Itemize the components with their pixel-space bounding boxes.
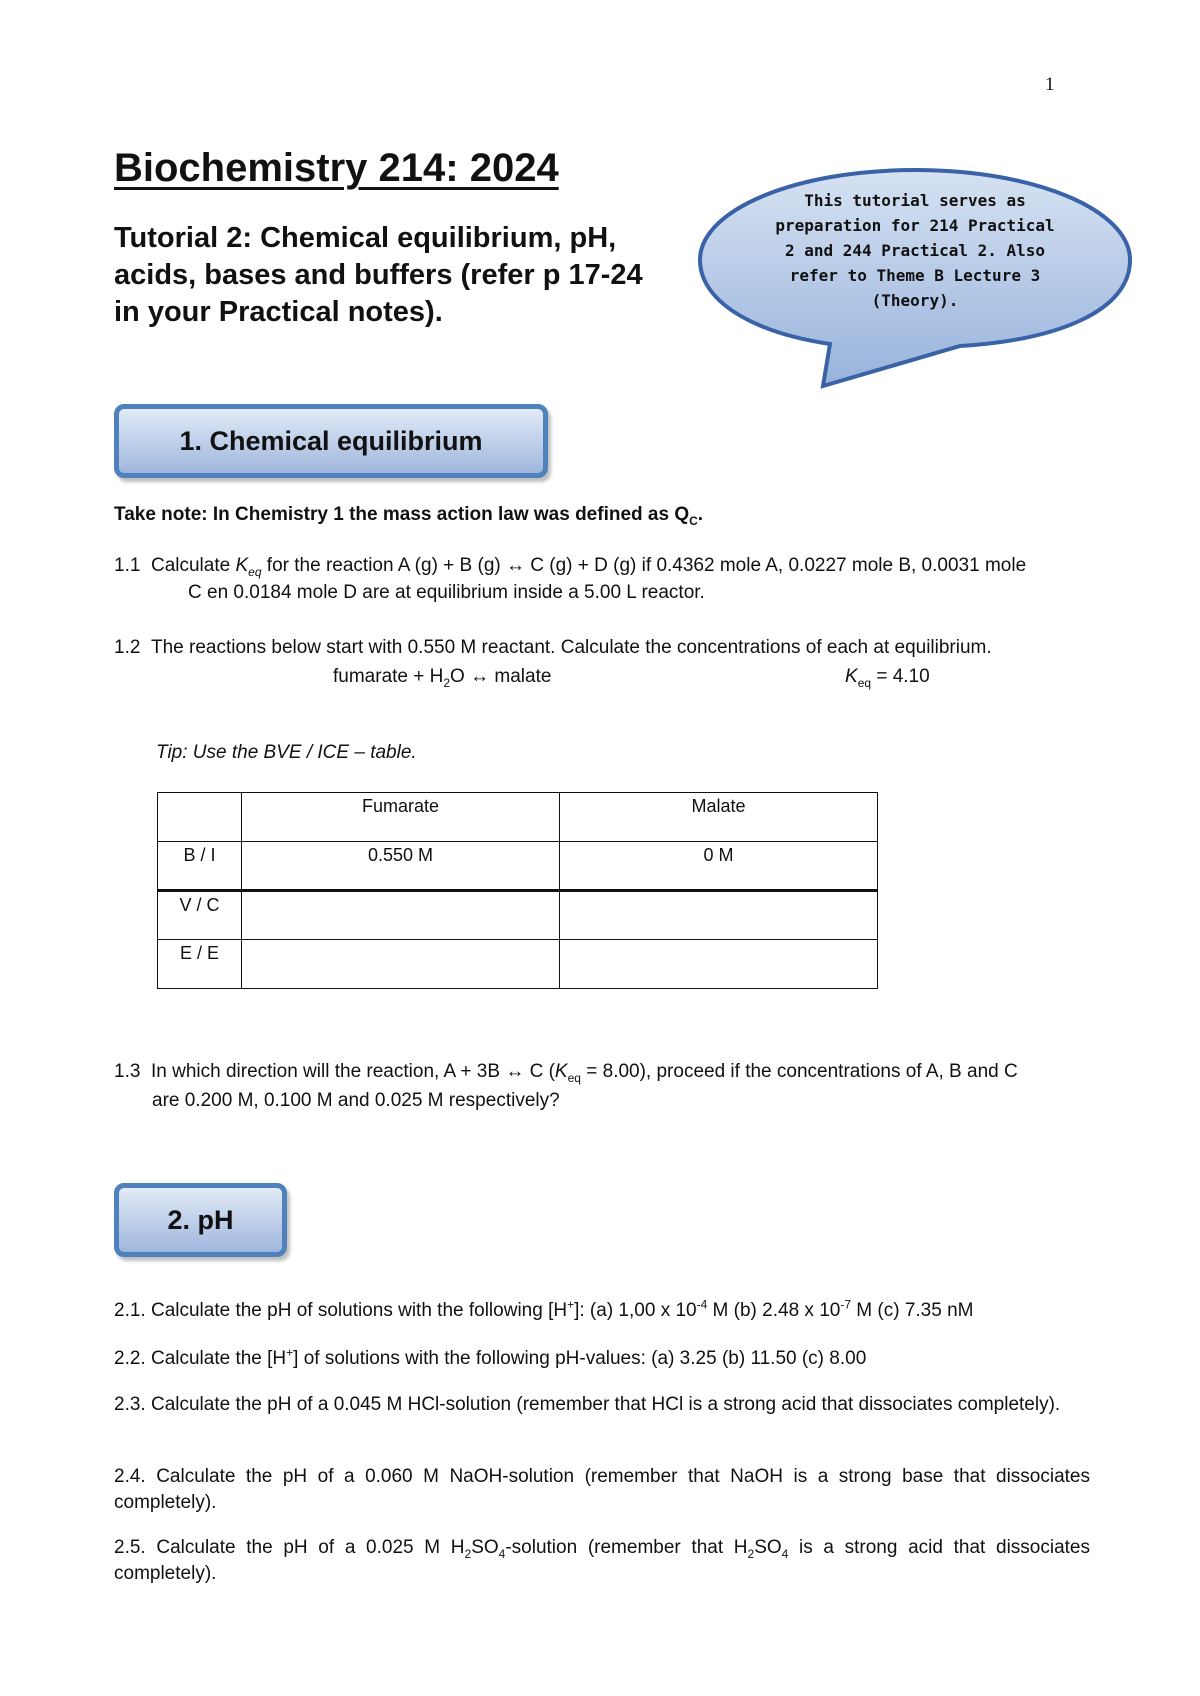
table-header-fumarate: Fumarate: [242, 793, 560, 842]
take-note: Take note: In Chemistry 1 the mass action law was defined as $Q_C$.: [114, 504, 704, 528]
question-2-5: 2.5. Calculate the pH of a 0.025 M $H_2SO_4$-solution (remember that $H_2SO_4$ is a strong acid that dissociates completely).: [114, 1537, 1091, 1584]
question-1-3: 1.3 In which direction will the reaction, A + 3B ↔ C $(K_{eq} = 8.00)$, proceed if the concentrations of A, B and C: [114, 1061, 1018, 1085]
table-row: [158, 842, 878, 891]
table-header-row: [158, 793, 878, 842]
page-number: 1: [1045, 74, 1055, 95]
callout-line: (Theory).: [871, 291, 959, 310]
question-1-1-line2: C en 0.0184 mole D are at equilibrium inside a 5.00 L reactor.: [188, 582, 705, 603]
keq-value: $K_{eq} = 4.10$: [845, 666, 930, 690]
question-2-3: 2.3. Calculate the pH of a 0.045 M HCl-solution (remember that HCl is a strong acid that dissociates completely).: [114, 1394, 1061, 1415]
question-1-1: 1.1 Calculate $K_{eq}$ for the reaction A (g) + B (g) ↔ C (g) + D (g) if 0.4362 mole A, 0.0227 mole B, 0.0031 mole: [114, 555, 1027, 579]
table-cell: [242, 891, 560, 940]
question-1-2: 1.2 The reactions below start with 0.550 M reactant. Calculate the concentrations of each at equilibrium.: [114, 637, 992, 658]
table-cell: 0.550 M: [242, 842, 560, 891]
section-heading-chemical-equilibrium: 1. Chemical equilibrium: [114, 404, 548, 478]
tutorial-subtitle: Tutorial 2: Chemical equilibrium, pH, acids, bases and buffers (refer p 17-24 in your Practical notes).: [114, 222, 643, 328]
callout-text: [770, 188, 1060, 313]
table-cell: [560, 891, 878, 940]
table-cell: 0 M: [560, 842, 878, 891]
tip-text: Tip: Use the BVE / ICE – table.: [156, 742, 417, 763]
question-2-2: 2.2. Calculate the [H+] of solutions with the following pH-values: (a) 3.25 (b) 11.50 (c) 8.00: [114, 1345, 867, 1369]
table-header-malate: Malate: [560, 793, 878, 842]
document-title: Biochemistry 214: 2024: [114, 146, 559, 190]
question-1-3-line2: are 0.200 M, 0.100 M and 0.025 M respectively?: [152, 1090, 560, 1111]
callout-line: refer to Theme B Lecture 3: [789, 266, 1041, 285]
ice-table: [157, 792, 878, 989]
table-cell: E / E: [158, 940, 242, 989]
table-cell: [242, 940, 560, 989]
table-cell: V / C: [158, 891, 242, 940]
table-cell: [560, 940, 878, 989]
callout-line: preparation for 214 Practical: [775, 216, 1055, 235]
section-heading-ph: 2. pH: [114, 1183, 287, 1257]
callout-line: 2 and 244 Practical 2. Also: [784, 241, 1046, 260]
table-cell: B / I: [158, 842, 242, 891]
question-2-4: 2.4. Calculate the pH of a 0.060 M NaOH-solution (remember that NaOH is a strong base that dissociates completely).: [114, 1466, 1090, 1513]
table-row: [158, 940, 878, 989]
table-row: [158, 891, 878, 940]
question-2-1: 2.1. Calculate the pH of solutions with the following [H+]: (a) 1,00 x $10^{-4}$ M (b) 2.48 x $10^{-7}$ M (c) 7.35 nM: [114, 1297, 974, 1321]
table-cell: [158, 793, 242, 842]
callout-line: This tutorial serves as: [804, 191, 1026, 210]
reaction-equation: fumarate + $H_2O$ ↔ malate: [333, 666, 552, 690]
